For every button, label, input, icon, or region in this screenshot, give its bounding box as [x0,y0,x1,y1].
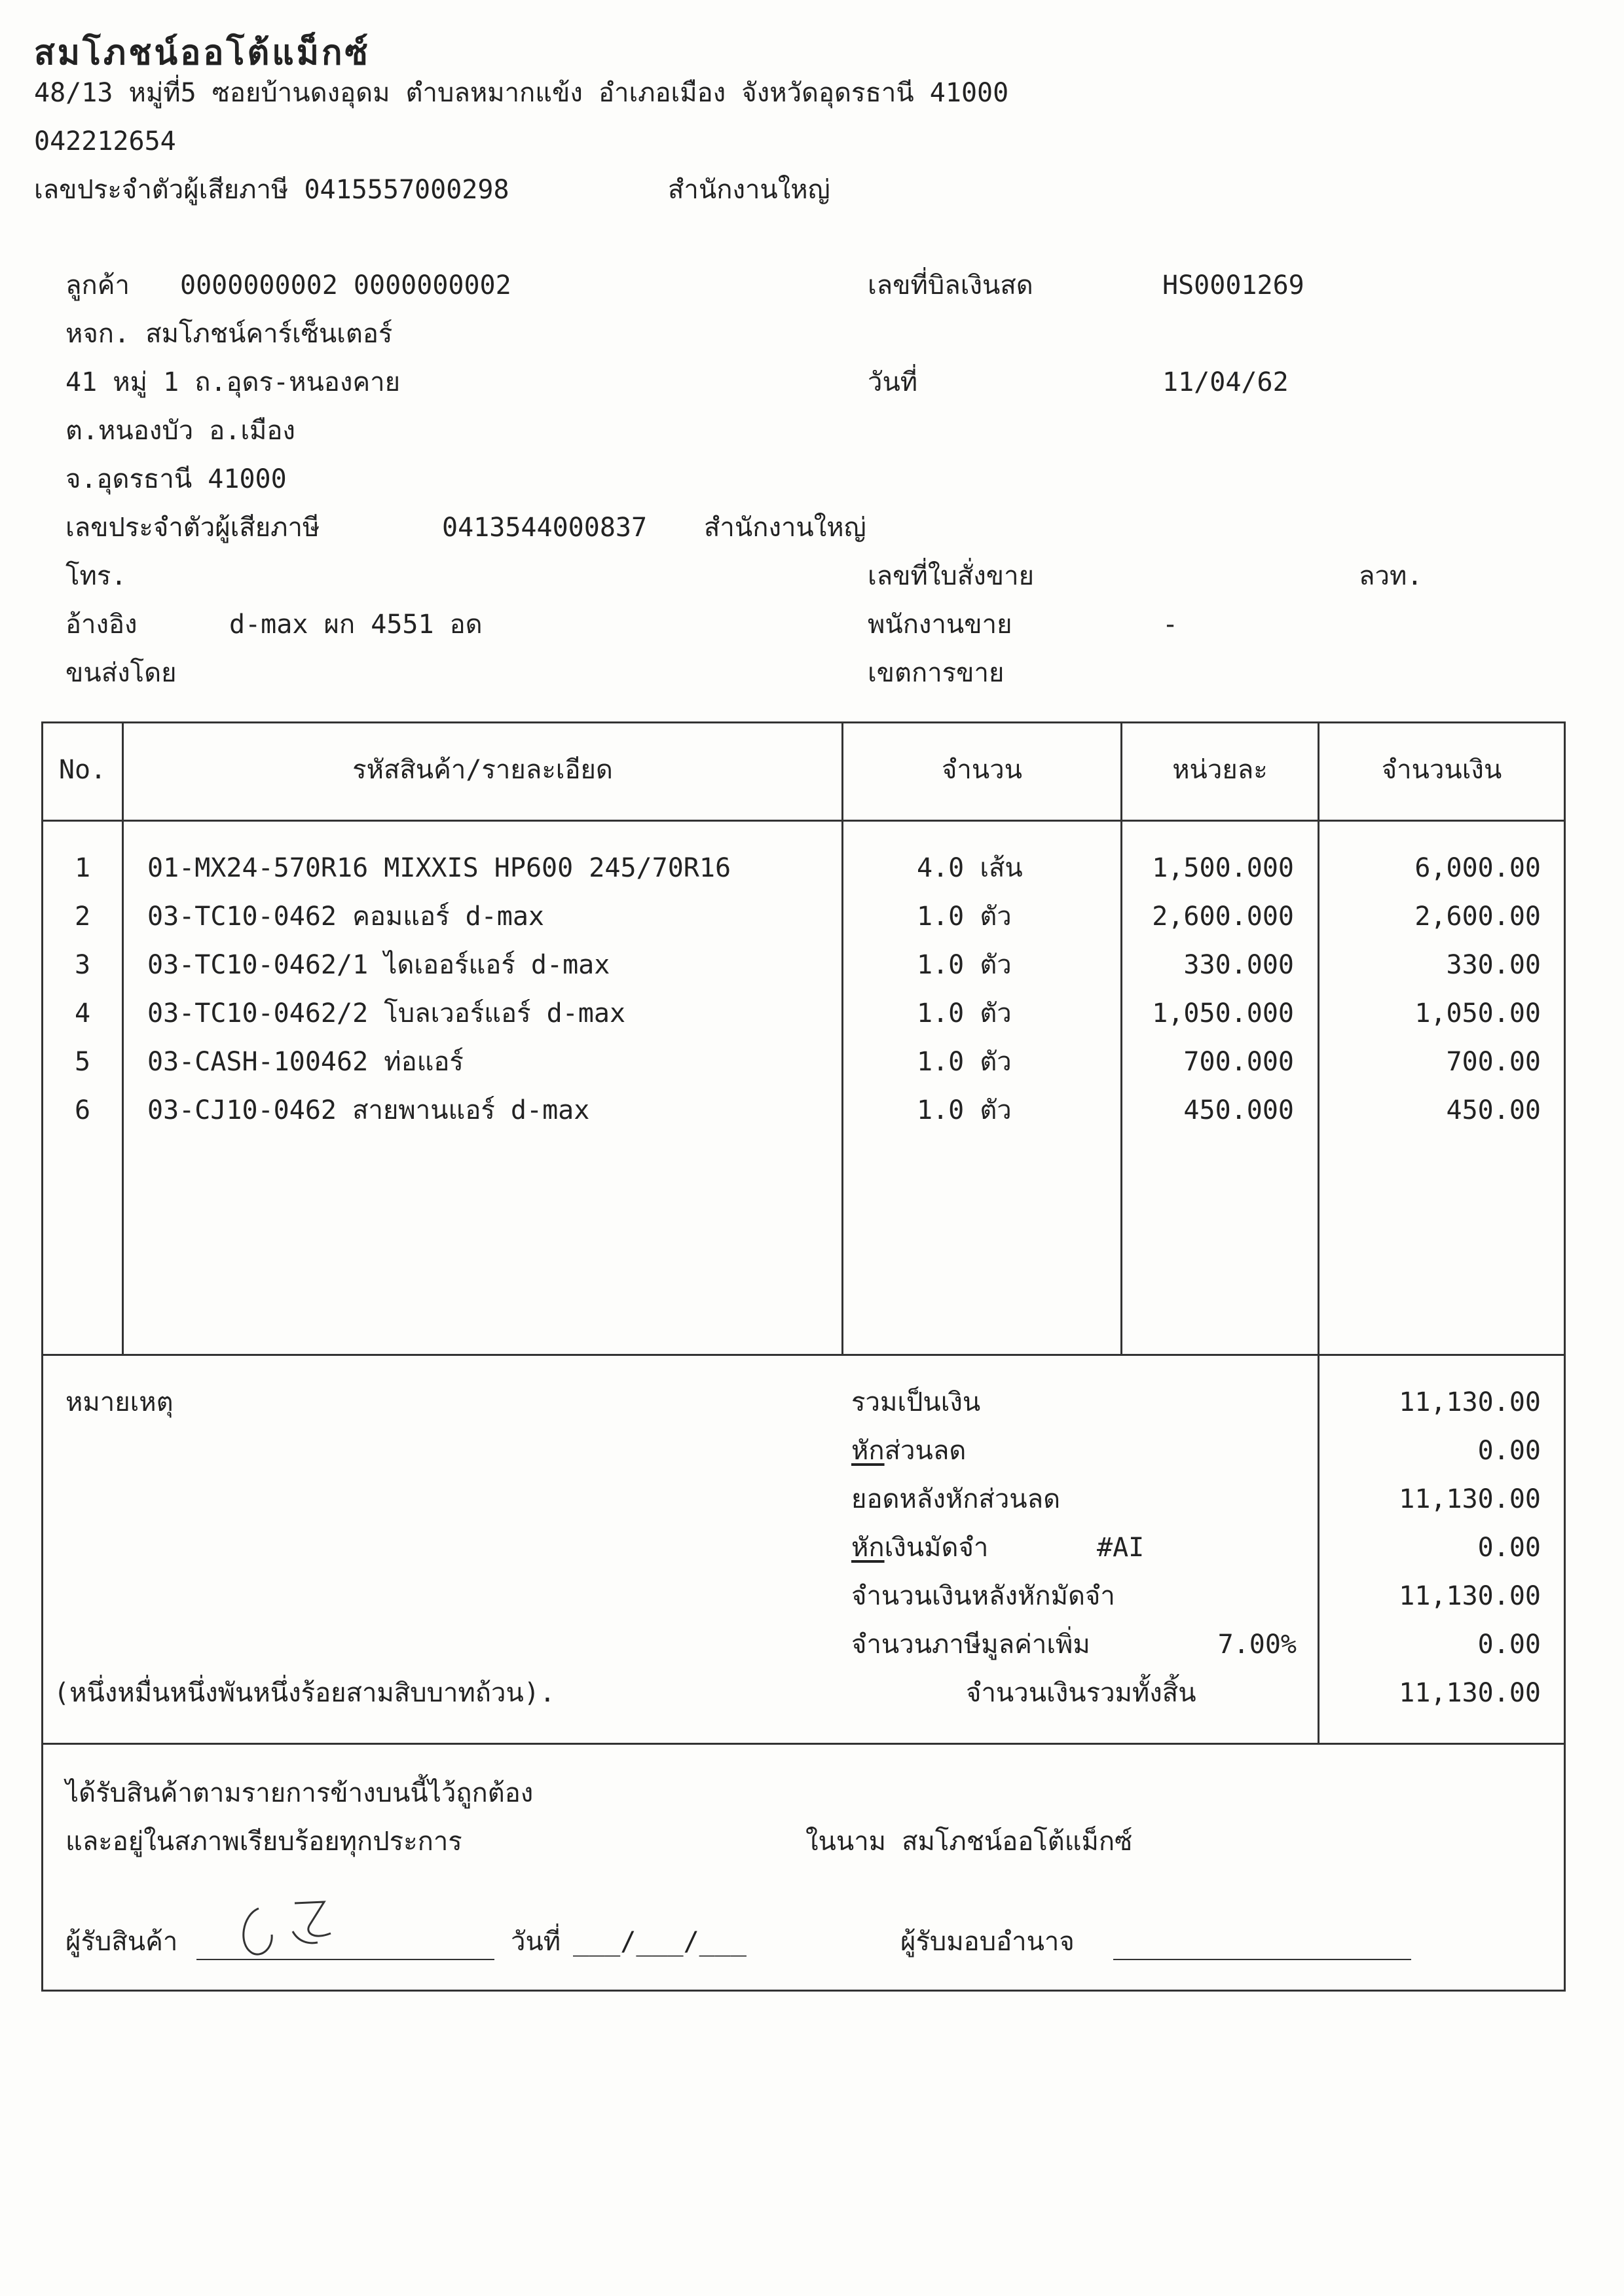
row-no: 6 [74,1095,91,1125]
table-summary-divider [41,1743,1566,1745]
table-items-divider [41,1354,1566,1356]
customer-branch: สำนักงานใหญ่ [704,513,866,543]
row-unit-price: 1,500.000 [1152,853,1294,883]
table-header-divider [41,820,1566,822]
row-unit-price: 1,050.000 [1152,998,1294,1029]
header-no: No. [58,755,107,785]
discount-label [851,1435,966,1467]
bill-number-label: เลขที่บิลเงินสด [868,270,1033,301]
row-unit-price: 700.000 [1183,1047,1294,1077]
after-deposit-value: 11,130.00 [1399,1581,1541,1611]
receive-date-slots: ___/___/___ [573,1927,747,1957]
receiver-label: ผู้รับสินค้า [65,1927,178,1957]
row-quantity: 1.0 ตัว [917,1047,1012,1077]
received-statement-line1: ได้รับสินค้าตามรายการข้างบนนี้ไว้ถูกต้อง [65,1778,534,1808]
row-no: 1 [74,853,91,883]
row-description: 03-TC10-0462 คอมแอร์ d-max [147,902,544,932]
row-unit-price: 450.000 [1183,1095,1294,1125]
row-quantity: 1.0 ตัว [917,998,1012,1029]
company-tax-id: เลขประจำตัวผู้เสียภาษี 0415557000298 [34,175,509,205]
invoice-date: 11/04/62 [1162,367,1289,397]
row-quantity: 4.0 เส้น [917,853,1023,883]
row-description: 03-CASH-100462 ท่อแอร์ [147,1047,464,1077]
amount-in-words: (หนึ่งหมื่นหนึ่งพันหนึ่งร้อยสามสิบบาทถ้วน). [54,1678,555,1708]
row-unit-price: 330.000 [1183,950,1294,980]
row-quantity: 1.0 ตัว [917,902,1012,932]
row-unit-price: 2,600.000 [1152,902,1294,932]
reference-label: อ้างอิง [65,610,138,640]
customer-address-line3: จ.อุดรธานี 41000 [65,464,287,494]
company-address: 48/13 หมู่ที่5 ซอยบ้านดงอุดม ตำบลหมากแข้ง อำเภอเมือง จังหวัดอุดรธานี 41000 [34,78,1009,108]
deposit-value: 0.00 [1477,1533,1541,1563]
company-phone: 042212654 [34,126,176,156]
col-divider-qty [1120,721,1122,1354]
deposit-code: #AI [1097,1533,1145,1563]
salesperson-label: พนักงานขาย [868,610,1012,640]
bill-number: HS0001269 [1162,270,1304,301]
vat-label: จำนวนภาษีมูลค่าเพิ่ม [851,1630,1090,1660]
row-no: 2 [74,902,91,932]
after-discount-value: 11,130.00 [1399,1484,1541,1514]
customer-code: 0000000002 0000000002 [180,270,511,301]
invoice-date-label: วันที่ [868,367,918,397]
received-statement-line2: และอยู่ในสภาพเรียบร้อยทุกประการ [65,1827,462,1857]
remark-label: หมายเหตุ [65,1387,174,1417]
grand-total-label: จำนวนเงินรวมทั้งสิ้น [966,1678,1196,1708]
customer-address-line1: 41 หมู่ 1 ถ.อุดร-หนองคาย [65,367,401,397]
after-deposit-label: จำนวนเงินหลังหักมัดจำ [851,1581,1115,1611]
authorized-signature-line [1113,1959,1411,1960]
reference-value: d-max ผก 4551 อด [229,610,483,640]
row-amount: 6,000.00 [1414,853,1541,883]
deposit-label-underlined: หัก [851,1533,885,1563]
customer-name: หจก. สมโภชน์คาร์เซ็นเตอร์ [65,319,393,349]
col-divider-desc [841,721,843,1354]
vat-value: 0.00 [1477,1630,1541,1660]
deposit-label-rest: เงินมัดจำ [884,1533,989,1563]
sales-order-code: ลวท. [1359,561,1423,591]
deposit-label [851,1532,988,1563]
header-amount: จำนวนเงิน [1381,755,1502,785]
header-quantity: จำนวน [941,755,1023,785]
row-quantity: 1.0 ตัว [917,1095,1012,1125]
row-quantity: 1.0 ตัว [917,950,1012,980]
sales-area-label: เขตการขาย [868,658,1005,688]
authorized-label: ผู้รับมอบอำนาจ [900,1927,1075,1957]
salesperson-value: - [1162,610,1179,640]
row-amount: 330.00 [1446,950,1541,980]
on-behalf-of: ในนาม สมโภชน์ออโต้แม็กซ์ [805,1827,1133,1857]
customer-address-line2: ต.หนองบัว อ.เมือง [65,416,295,446]
vat-rate: 7.00% [1217,1630,1297,1660]
sales-order-label: เลขที่ใบสั่งขาย [868,561,1035,591]
row-amount: 2,600.00 [1414,902,1541,932]
row-no: 4 [74,998,91,1029]
subtotal-label: รวมเป็นเงิน [851,1387,981,1417]
company-name: สมโภชน์ออโต้แม็กซ์ [34,33,371,73]
row-amount: 450.00 [1446,1095,1541,1125]
after-discount-label: ยอดหลังหักส่วนลด [851,1484,1061,1514]
receive-date-label: วันที่ [511,1927,561,1957]
discount-label-rest: ส่วนลด [884,1436,967,1466]
discount-value: 0.00 [1477,1436,1541,1466]
row-no: 5 [74,1047,91,1077]
row-description: 03-TC10-0462/1 ไดเออร์แอร์ d-max [147,950,610,980]
customer-phone-label: โทร. [65,561,127,591]
grand-total-value: 11,130.00 [1399,1678,1541,1708]
row-amount: 1,050.00 [1414,998,1541,1029]
row-description: 01-MX24-570R16 MIXXIS HP600 245/70R16 [147,853,731,883]
customer-label: ลูกค้า [65,270,130,301]
row-no: 3 [74,950,91,980]
subtotal-value: 11,130.00 [1399,1387,1541,1417]
col-divider-no [122,721,124,1354]
row-amount: 700.00 [1446,1047,1541,1077]
row-description: 03-CJ10-0462 สายพานแอร์ d-max [147,1095,590,1125]
customer-tax-label: เลขประจำตัวผู้เสียภาษี [65,513,320,543]
discount-label-underlined: หัก [851,1436,885,1466]
customer-tax-id: 0413544000837 [442,513,648,543]
shipping-label: ขนส่งโดย [65,658,177,688]
header-description: รหัสสินค้า/รายละเอียด [352,755,613,785]
company-branch: สำนักงานใหญ่ [668,175,830,205]
header-unit-price: หน่วยละ [1172,755,1268,785]
receiver-signature-mark [232,1895,350,1961]
row-description: 03-TC10-0462/2 โบลเวอร์แอร์ d-max [147,998,626,1029]
